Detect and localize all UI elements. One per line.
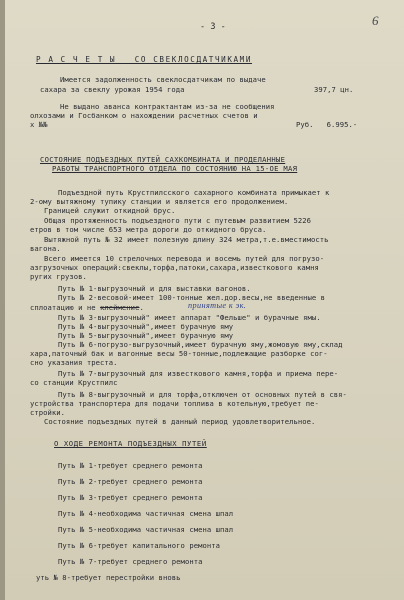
text-line: сахара за свеклу урожая 1954 года — [40, 85, 185, 94]
paragraph-line: 2-ому вытяжному тупику станции и является его продолжением. — [30, 197, 289, 206]
track-line: Путь № 1-выгрузочный и для выставки вагонов. — [58, 284, 251, 293]
repair-item: уть № 8-требует перестройки вновь — [36, 573, 181, 582]
struck-word: клеймение — [100, 303, 140, 312]
track-line: Путь № 8-выгрузочный и для торфа,отключен от основных путей в свя- — [58, 390, 347, 399]
repair-item: Путь № 2-требует среднего ремонта — [58, 477, 203, 486]
paragraph-line: Вытяжной путь № 32 имеет полезную длину 324 метра,т.е.вместимость — [44, 235, 329, 244]
paragraph-line: Подъездной путь Крустпилсского сахарного комбината примыкает к — [58, 188, 330, 197]
track-line: сплоатацию и не клеймение. — [30, 303, 144, 312]
amount-value: 397,7 цн. — [314, 85, 354, 94]
text-line: х №№ — [30, 120, 48, 129]
repair-item: Путь № 5-необходима частичная смена шпал — [58, 525, 234, 534]
text-line: Имеется задолженность свеклосдатчикам по выдаче — [60, 75, 266, 84]
repair-item: Путь № 4-необходима частичная смена шпал — [58, 509, 234, 518]
handwritten-insert: принятые к эк. — [188, 301, 247, 310]
paragraph-line: вагона. — [30, 244, 61, 253]
track-line: со станции Крустпилс — [30, 378, 118, 387]
track-line: хара,паточный бак и вагонные весы 50-тонные,подлежащие разборке сог- — [30, 349, 328, 358]
track-line: Состояние подъездных путей в данный период удовлетворительное. — [44, 417, 316, 426]
section-title-settlements: Р А С Ч Е Т Ы СО СВЕКЛОСДАТЧИКАМИ — [36, 55, 253, 64]
track-line: Путь № 4-выгрузочный",имеет бурачную яму — [58, 322, 234, 331]
track-line: Путь № 6-погрузо-выгрузочный,имеет бурачную яму,жомовую яму,склад — [58, 340, 343, 349]
repair-item: Путь № 7-требует среднего ремонта — [58, 557, 203, 566]
repair-item: Путь № 3-требует среднего ремонта — [58, 493, 203, 502]
track-line: Путь № 5-выгрузочный",имеет бурачную яму — [58, 331, 234, 340]
paragraph-line: Всего имеется 10 стрелочных перевода и восемь путей для погрузо- — [44, 254, 325, 263]
paragraph-line: ругих грузов. — [30, 272, 87, 281]
section-title-tracks-2: РАБОТЫ ТРАНСПОРТНОГО ОТДЕЛА ПО СОСТОЯНИЮ НА 15-ОЕ МАЯ — [52, 164, 298, 173]
track-line: Путь № 7-выгрузочный для известкового камня,торфа и приема пере- — [58, 369, 339, 378]
text-line: Не выдано аванса контрактантам из-за не сообщения — [60, 102, 275, 111]
text-line: олхозами и Госбанком о нахождении расчетных счетов и — [30, 111, 258, 120]
paragraph-line: азгрузочных операций:свеклы,торфа,патоки,сахара,известкового камня — [30, 263, 319, 272]
track-line: Путь № 3-выгрузочный" имеет аппарат "Фельше" и бурачные ямы. — [58, 313, 321, 322]
repair-item: Путь № 6-требует капитального ремонта — [58, 541, 220, 550]
section-title-repairs: О ХОДЕ РЕМОНТА ПОДЪЕЗДНЫХ ПУТЕЙ — [54, 439, 207, 448]
paragraph-line: етров в том числе 653 метра дороги до откидного бруса. — [30, 225, 267, 234]
track-line: Путь № 2-весовой-имеет 100-тонные жел.дор.весы,не введенные в — [58, 293, 326, 302]
paragraph-line: Границей служит откидной брус. — [44, 206, 176, 215]
track-line: сно указания треста. — [30, 358, 118, 367]
section-title-tracks: СОСТОЯНИЕ ПОДЪЕЗДНЫХ ПУТЕЙ САХКОМБИНАТА И ПРОДЕЛАННЫЕ — [40, 155, 286, 164]
track-line: устройства транспортера для подачи топлива в котельную,требует пе- — [30, 399, 319, 408]
binding-edge — [0, 0, 5, 600]
page-number: - 3 - — [200, 22, 226, 32]
repair-item: Путь № 1-требует среднего ремонта — [58, 461, 203, 470]
archive-page-mark: 6 — [372, 13, 379, 28]
amount-value: Руб. 6.995.- — [296, 120, 358, 129]
track-line: стройки. — [30, 408, 66, 417]
paragraph-line: Общая протяженность подъездного пути с путевым развитием 5226 — [44, 216, 312, 225]
